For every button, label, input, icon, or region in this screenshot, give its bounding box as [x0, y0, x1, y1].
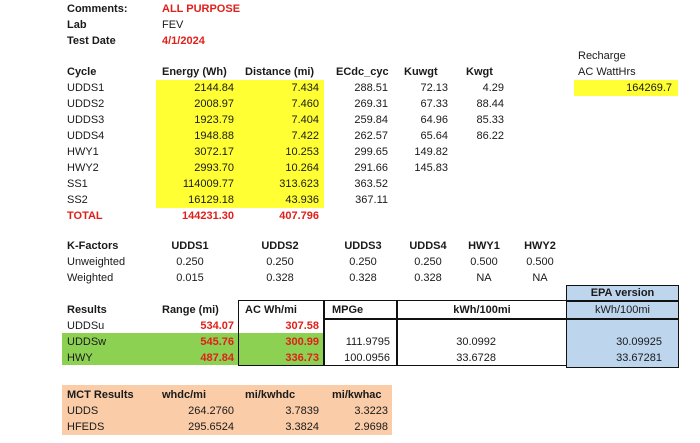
energy-value: 1948.88	[194, 130, 234, 142]
energy-value: 16129.18	[188, 194, 234, 206]
kfactor-row-label: Unweighted	[67, 256, 126, 268]
epa-value-hwy: 33.67281	[616, 352, 662, 364]
kfactor-value: 0.500	[470, 256, 498, 268]
ecdc-value: 363.52	[354, 178, 388, 190]
distance-value: 313.623	[279, 178, 319, 190]
epa-header-line	[566, 300, 679, 302]
kuwgt-value: 65.64	[420, 130, 448, 142]
mct-header: MCT Results	[67, 389, 134, 401]
kfactor-header-hwy1: HWY1	[468, 240, 500, 252]
energy-value: 114009.77	[182, 178, 234, 190]
kfactor-value: NA	[476, 272, 492, 284]
results-mpge-header-line	[324, 318, 567, 320]
lab-label: Lab	[67, 19, 87, 31]
acwh-value: 336.73	[285, 352, 319, 364]
energy-header: Energy (Wh)	[162, 66, 227, 78]
mct-whdc-header: whdc/mi	[162, 389, 207, 401]
acwh-value: 307.58	[285, 320, 319, 332]
cycle-name: UDDS4	[67, 130, 105, 142]
mct-mikwhdc-value: 3.3824	[285, 421, 319, 433]
ecdc-value: 367.11	[355, 194, 388, 206]
distance-header: Distance (mi)	[245, 66, 315, 78]
ecdc-header: ECdc_cyc	[336, 66, 389, 78]
energy-value: 2144.84	[194, 82, 234, 94]
ecdc-value: 291.66	[354, 162, 388, 174]
distance-value: 43.936	[285, 194, 319, 206]
total-distance: 407.796	[279, 210, 319, 222]
recharge-label-2: AC WattHrs	[578, 66, 636, 78]
kuwgt-value: 67.33	[420, 98, 448, 110]
total-energy: 144231.30	[182, 210, 234, 222]
total-label: TOTAL	[67, 210, 103, 222]
acwh-value: 300.99	[285, 336, 319, 348]
kfactor-header-hwy2: HWY2	[524, 240, 556, 252]
kfactor-value: 0.328	[414, 272, 442, 284]
kfactor-value: 0.328	[349, 272, 377, 284]
test-date-label: Test Date	[67, 35, 116, 47]
result-name: HWY	[67, 352, 93, 364]
kfactor-value: 0.250	[176, 256, 204, 268]
kwh100-header: kWh/100mi	[453, 304, 511, 316]
kuwgt-header: Kuwgt	[404, 66, 438, 78]
mct-mikwhdc-value: 3.7839	[285, 405, 319, 417]
range-value: 534.07	[200, 320, 234, 332]
cycle-name: SS1	[67, 178, 88, 190]
mct-whdc-value: 264.2760	[188, 405, 234, 417]
kfactor-value: 0.015	[176, 272, 204, 284]
recharge-label: Recharge	[578, 50, 626, 62]
range-value: 545.76	[200, 336, 234, 348]
kwgt-value: 85.33	[476, 114, 504, 126]
epa-sub-line	[566, 318, 679, 320]
comments-value: ALL PURPOSE	[162, 3, 241, 15]
result-name: UDDSu	[67, 320, 105, 332]
mct-name: UDDS	[67, 405, 99, 417]
acwh-header: AC Wh/mi	[245, 304, 297, 316]
kuwgt-value: 72.13	[420, 82, 448, 94]
kfactors-title: K-Factors	[67, 240, 119, 252]
epa-value-uddsw: 30.09925	[616, 336, 662, 348]
mct-mikwhac-value: 3.3223	[354, 405, 388, 417]
kfactor-value: 0.250	[414, 256, 442, 268]
distance-value: 7.422	[291, 130, 319, 142]
kuwgt-value: 149.82	[414, 146, 448, 158]
cycle-name: HWY2	[67, 162, 99, 174]
range-header: Range (mi)	[162, 304, 219, 316]
mct-mikwhac-value: 2.9698	[354, 421, 388, 433]
kfactor-value: 0.250	[266, 256, 294, 268]
kfactor-value: 0.500	[526, 256, 554, 268]
distance-value: 10.253	[285, 146, 319, 158]
ecdc-value: 299.65	[354, 146, 388, 158]
kfactor-row-label: Weighted	[67, 272, 114, 284]
cycle-name: SS2	[67, 194, 88, 206]
energy-value: 3072.17	[194, 146, 234, 158]
test-date-value: 4/1/2024	[162, 35, 205, 47]
energy-value: 2008.97	[194, 98, 234, 110]
kfactor-value: 0.328	[266, 272, 294, 284]
kfactor-header-udds1: UDDS1	[171, 240, 209, 252]
kwgt-header: Kwgt	[466, 66, 493, 78]
mct-mikwhdc-header: mi/kwhdc	[245, 389, 296, 401]
ecdc-value: 288.51	[354, 82, 388, 94]
distance-value: 10.264	[285, 162, 319, 174]
comments-label: Comments:	[67, 3, 128, 15]
cycle-name: UDDS3	[67, 114, 105, 126]
kwgt-value: 86.22	[476, 130, 504, 142]
distance-value: 7.404	[291, 114, 319, 126]
kwgt-value: 4.29	[482, 82, 504, 94]
kfactor-value: NA	[532, 272, 548, 284]
epa-header: kWh/100mi	[594, 304, 651, 316]
kwgt-value: 88.44	[476, 98, 504, 110]
lab-value: FEV	[162, 19, 184, 31]
range-value: 487.84	[200, 352, 234, 364]
kfactor-value: 0.250	[349, 256, 377, 268]
cycle-header: Cycle	[67, 66, 97, 78]
kuwgt-value: 145.83	[414, 162, 448, 174]
cycle-name: UDDS2	[67, 98, 105, 110]
energy-value: 1923.79	[194, 114, 234, 126]
epa-title: EPA version	[590, 287, 655, 299]
mpge-value: 111.9795	[345, 336, 390, 348]
cycle-name: HWY1	[67, 146, 99, 158]
ecdc-value: 269.31	[354, 98, 388, 110]
cycle-name: UDDS1	[67, 82, 105, 94]
mct-name: HFEDS	[67, 421, 105, 433]
distance-value: 7.434	[291, 82, 319, 94]
results-header: Results	[67, 304, 107, 316]
ecdc-value: 262.57	[354, 130, 388, 142]
kfactor-header-udds4: UDDS4	[409, 240, 447, 252]
kwh100-value: 30.0992	[456, 336, 496, 348]
mct-whdc-value: 295.6524	[188, 421, 234, 433]
ecdc-value: 259.84	[354, 114, 388, 126]
mct-mikwhac-header: mi/kwhac	[332, 389, 382, 401]
kwh100-value: 33.6728	[456, 352, 496, 364]
mpge-header: MPGe	[332, 304, 364, 316]
distance-value: 7.460	[291, 98, 319, 110]
recharge-value: 164269.7	[626, 82, 672, 94]
kfactor-header-udds3: UDDS3	[344, 240, 382, 252]
kfactor-header-udds2: UDDS2	[261, 240, 299, 252]
kuwgt-value: 64.96	[420, 114, 448, 126]
energy-value: 2993.70	[194, 162, 234, 174]
mpge-value: 100.0956	[344, 352, 390, 364]
result-name: UDDSw	[67, 336, 107, 348]
